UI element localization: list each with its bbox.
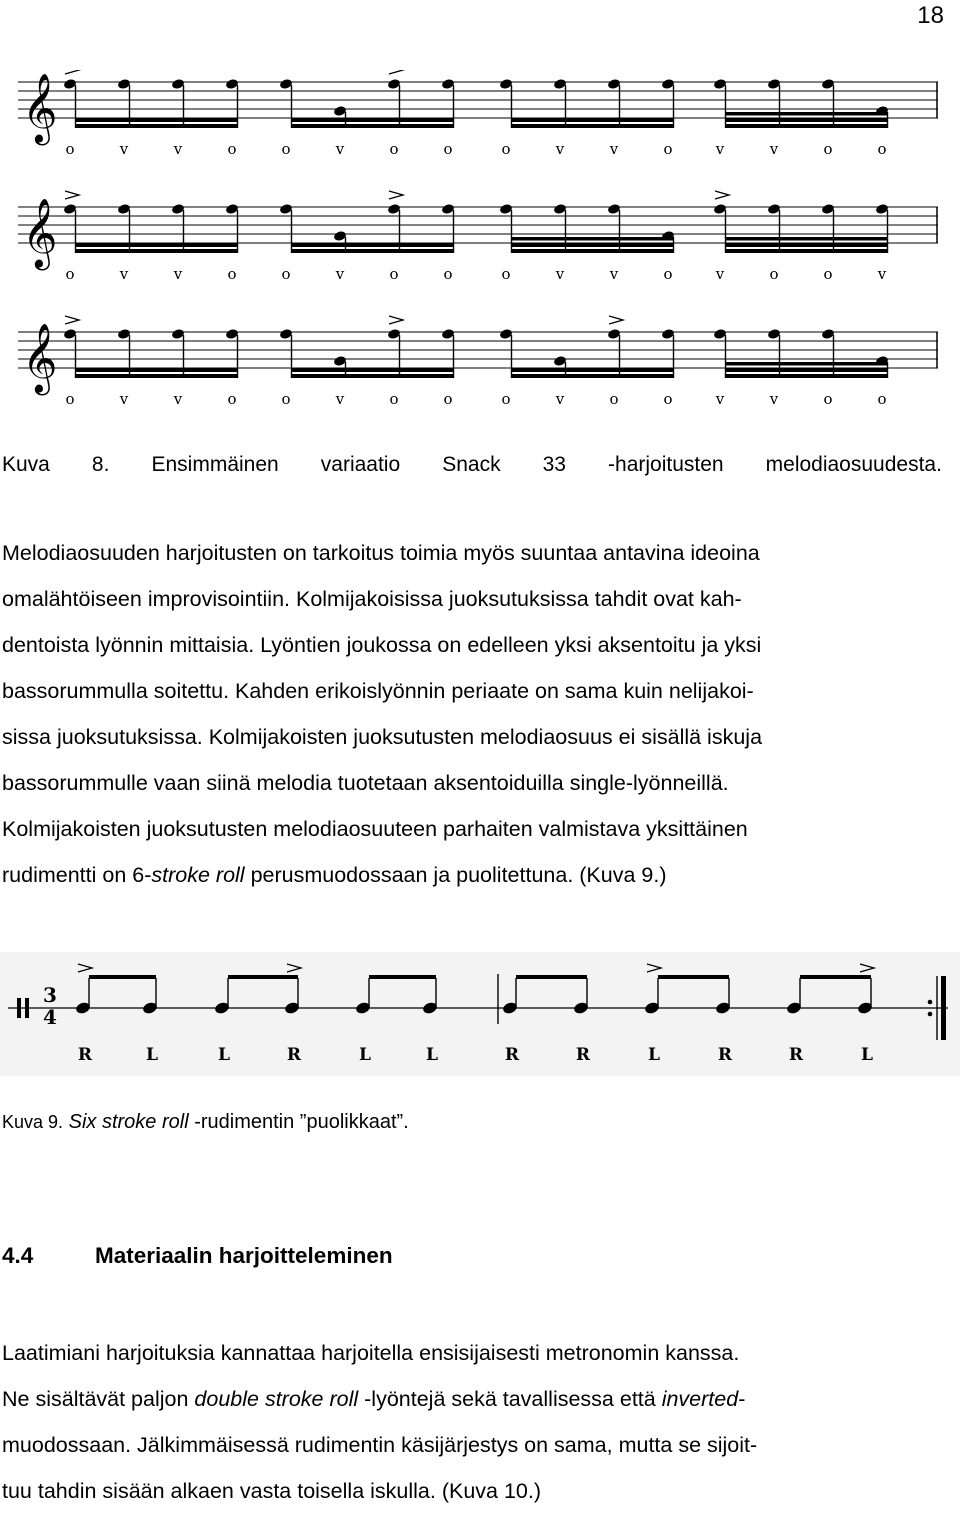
text-run bbox=[2, 1376, 745, 1422]
beam bbox=[292, 368, 454, 372]
sticking-letter: v bbox=[119, 390, 129, 408]
beam bbox=[292, 118, 454, 122]
paragraph-line: Kolmijakoisten juoksutusten melodiaosuuteen parhaiten valmistava yksittäinen bbox=[2, 817, 748, 841]
sticking-letter: v bbox=[877, 265, 887, 283]
italic-term: inverted bbox=[661, 1387, 739, 1411]
sticking-letter: v bbox=[555, 140, 565, 158]
sticking-letter: v bbox=[173, 140, 183, 158]
beam bbox=[726, 243, 888, 247]
caption-word: variaatio bbox=[320, 453, 401, 476]
beam bbox=[726, 368, 888, 372]
beam bbox=[292, 249, 454, 253]
sticking-letter: v bbox=[555, 390, 565, 408]
sticking-letter: v bbox=[555, 265, 565, 283]
sticking-letter: R bbox=[788, 1045, 804, 1065]
sticking-letter: o bbox=[663, 140, 673, 158]
text-run: rudimentti on 6- bbox=[2, 863, 152, 887]
sticking-letter: o bbox=[443, 140, 453, 158]
paragraph-line: omalähtöiseen improvisointiin. Kolmijakoisissa juoksutuksissa tahdit ovat kah- bbox=[2, 587, 742, 611]
sticking-letter: v bbox=[119, 265, 129, 283]
sticking-letter: o bbox=[443, 390, 453, 408]
caption-word: Snack bbox=[442, 453, 501, 476]
sticking-letter: L bbox=[648, 1045, 660, 1065]
caption-text: -rudimentin ”puolikkaat”. bbox=[188, 1111, 409, 1133]
sticking-letter: o bbox=[389, 265, 399, 283]
beam bbox=[516, 975, 587, 979]
sticking-letter: v bbox=[609, 265, 619, 283]
beam bbox=[726, 249, 888, 253]
accent-mark bbox=[389, 191, 403, 199]
sticking-letter: o bbox=[65, 265, 75, 283]
sticking-letter: o bbox=[65, 140, 75, 158]
sticking-letter: o bbox=[877, 390, 887, 408]
caption-word: -harjoitusten bbox=[608, 453, 724, 476]
snack-33-melody-score bbox=[0, 70, 960, 430]
paragraph-line: tuu tahdin sisään alkaen vasta toisella iskulla. (Kuva 10.) bbox=[2, 1479, 542, 1503]
time-signature-top: 3 bbox=[43, 983, 57, 1007]
sticking-letter: o bbox=[227, 140, 237, 158]
sticking-letter: v bbox=[769, 390, 779, 408]
beam bbox=[658, 975, 729, 979]
accent-mark bbox=[715, 191, 729, 199]
final-barline bbox=[941, 976, 946, 1040]
time-signature-bottom: 4 bbox=[43, 1005, 57, 1029]
accent-mark bbox=[389, 316, 403, 324]
italic-term: double stroke roll bbox=[194, 1387, 359, 1411]
sticking-letter: R bbox=[504, 1045, 520, 1065]
italic-term: stroke roll bbox=[151, 863, 245, 887]
caption-word: melodiaosuudesta. bbox=[765, 453, 942, 476]
sticking-letter: v bbox=[119, 140, 129, 158]
sticking-letter: o bbox=[281, 390, 291, 408]
beam bbox=[726, 118, 888, 122]
sticking-letter: o bbox=[389, 140, 399, 158]
caption-word: 8. bbox=[91, 453, 110, 476]
sticking-letter: R bbox=[575, 1045, 591, 1065]
staff-row bbox=[18, 316, 938, 408]
paragraph-line: Laatimiani harjoituksia kannattaa harjoitella ensisijaisesti metronomin kanssa. bbox=[2, 1341, 740, 1365]
sticking-letter: o bbox=[663, 390, 673, 408]
beam bbox=[369, 975, 436, 979]
accent-mark bbox=[65, 316, 79, 324]
paragraph-line: dentoista lyönnin mittaisia. Lyöntien joukossa on edelleen yksi aksentoitu ja yksi bbox=[2, 633, 762, 657]
percussion-clef-icon bbox=[17, 998, 21, 1018]
repeat-dot bbox=[928, 1012, 933, 1017]
beam bbox=[292, 243, 454, 247]
text-run: perusmuodossaan ja puolitettuna. (Kuva 9.) bbox=[244, 863, 667, 887]
beam bbox=[512, 374, 674, 378]
sticking-letter: o bbox=[769, 265, 779, 283]
sticking-letter: v bbox=[715, 140, 725, 158]
sticking-letter: o bbox=[663, 265, 673, 283]
page-number: 18 bbox=[917, 2, 944, 29]
sticking-letter: v bbox=[609, 140, 619, 158]
beam bbox=[512, 118, 674, 122]
sticking-letter: R bbox=[286, 1045, 302, 1065]
caption-word: Kuva bbox=[2, 453, 50, 476]
sticking-letter: L bbox=[359, 1045, 371, 1065]
repeat-dot bbox=[928, 1000, 933, 1005]
beam bbox=[76, 243, 238, 247]
sticking-letter: o bbox=[443, 265, 453, 283]
sticking-letter: o bbox=[609, 390, 619, 408]
sticking-letter: o bbox=[227, 390, 237, 408]
sticking-letter: R bbox=[717, 1045, 733, 1065]
section-heading bbox=[2, 1243, 393, 1269]
beam bbox=[512, 124, 674, 128]
sticking-letter: o bbox=[823, 390, 833, 408]
sticking-letter: L bbox=[146, 1045, 158, 1065]
staff-row bbox=[18, 70, 938, 158]
beam bbox=[726, 124, 888, 128]
section-number: 4.4 bbox=[2, 1243, 34, 1268]
accent-mark bbox=[65, 70, 79, 74]
percussion-clef-icon bbox=[25, 998, 29, 1018]
sticking-letter: L bbox=[426, 1045, 438, 1065]
beam bbox=[228, 975, 298, 979]
sticking-letter: v bbox=[769, 140, 779, 158]
accent-mark bbox=[65, 191, 79, 199]
paragraph-line: Melodiaosuuden harjoitusten on tarkoitus toimia myös suuntaa antavina ideoina bbox=[2, 541, 760, 565]
sticking-letter: o bbox=[227, 265, 237, 283]
beam bbox=[726, 237, 888, 241]
sticking-letter: o bbox=[501, 390, 511, 408]
paragraph-last-line bbox=[2, 852, 944, 898]
treble-clef-icon: 𝄞 bbox=[22, 198, 58, 268]
paragraph-line: sissa juoksutuksissa. Kolmijakoisten juoksutusten melodiaosuus ei sisällä iskuja bbox=[2, 725, 763, 749]
sticking-letter: o bbox=[823, 140, 833, 158]
sticking-letter: v bbox=[173, 390, 183, 408]
beam bbox=[76, 124, 238, 128]
sticking-letter: v bbox=[715, 390, 725, 408]
paragraph-line: bassorummulla soitettu. Kahden erikoislyönnin periaate on sama kuin nelijakoi- bbox=[2, 679, 754, 703]
sticking-letter: L bbox=[218, 1045, 230, 1065]
sticking-letter: v bbox=[335, 265, 345, 283]
text-run: - bbox=[738, 1387, 746, 1411]
beam bbox=[512, 237, 674, 241]
figure-background bbox=[0, 952, 960, 1076]
body-paragraph-1 bbox=[2, 530, 944, 898]
body-paragraph-2 bbox=[2, 1330, 944, 1514]
beam bbox=[726, 362, 888, 366]
figure-8-caption bbox=[2, 450, 942, 480]
beam bbox=[76, 374, 238, 378]
text-run: Ne sisältävät paljon bbox=[2, 1387, 195, 1411]
caption-word: 33 bbox=[542, 453, 566, 476]
figure-9-caption bbox=[2, 1111, 409, 1134]
staff-row bbox=[18, 191, 938, 283]
beam bbox=[800, 975, 871, 979]
treble-clef-icon: 𝄞 bbox=[22, 323, 58, 393]
sticking-letter: R bbox=[77, 1045, 93, 1065]
beam bbox=[292, 124, 454, 128]
beam bbox=[726, 112, 888, 116]
sticking-letter: o bbox=[65, 390, 75, 408]
section-title: Materiaalin harjoitteleminen bbox=[95, 1243, 393, 1268]
beam bbox=[726, 374, 888, 378]
sticking-letter: o bbox=[281, 265, 291, 283]
sticking-letter: v bbox=[335, 390, 345, 408]
caption-label: Kuva 9. bbox=[2, 1112, 64, 1132]
italic-term: Six stroke roll bbox=[68, 1111, 189, 1133]
sticking-letter: v bbox=[173, 265, 183, 283]
sticking-letter: v bbox=[335, 140, 345, 158]
text-run: -lyöntejä sekä tavallisessa että bbox=[358, 1387, 662, 1411]
beam bbox=[512, 243, 674, 247]
beam bbox=[292, 374, 454, 378]
beam bbox=[76, 118, 238, 122]
sticking-letter: o bbox=[823, 265, 833, 283]
sticking-letter: o bbox=[389, 390, 399, 408]
caption-word: Ensimmäinen bbox=[151, 453, 279, 476]
beam bbox=[76, 249, 238, 253]
paragraph-line: muodossaan. Jälkimmäisessä rudimentin käsijärjestys on sama, mutta se sijoit- bbox=[2, 1433, 758, 1457]
sticking-letter: o bbox=[501, 140, 511, 158]
sticking-letter: v bbox=[715, 265, 725, 283]
accent-mark bbox=[609, 316, 623, 324]
beam bbox=[89, 975, 156, 979]
sticking-letter: o bbox=[281, 140, 291, 158]
sticking-letter: L bbox=[861, 1045, 873, 1065]
paragraph-line bbox=[2, 1376, 944, 1422]
accent-mark bbox=[389, 70, 403, 74]
six-stroke-roll-score bbox=[0, 952, 960, 1076]
paragraph-line: bassorummulle vaan siinä melodia tuotetaan aksentoiduilla single-lyönneillä. bbox=[2, 771, 729, 795]
beam bbox=[512, 368, 674, 372]
sticking-letter: o bbox=[501, 265, 511, 283]
sticking-letter: o bbox=[877, 140, 887, 158]
beam bbox=[512, 249, 674, 253]
beam bbox=[76, 368, 238, 372]
treble-clef-icon: 𝄞 bbox=[22, 73, 58, 143]
